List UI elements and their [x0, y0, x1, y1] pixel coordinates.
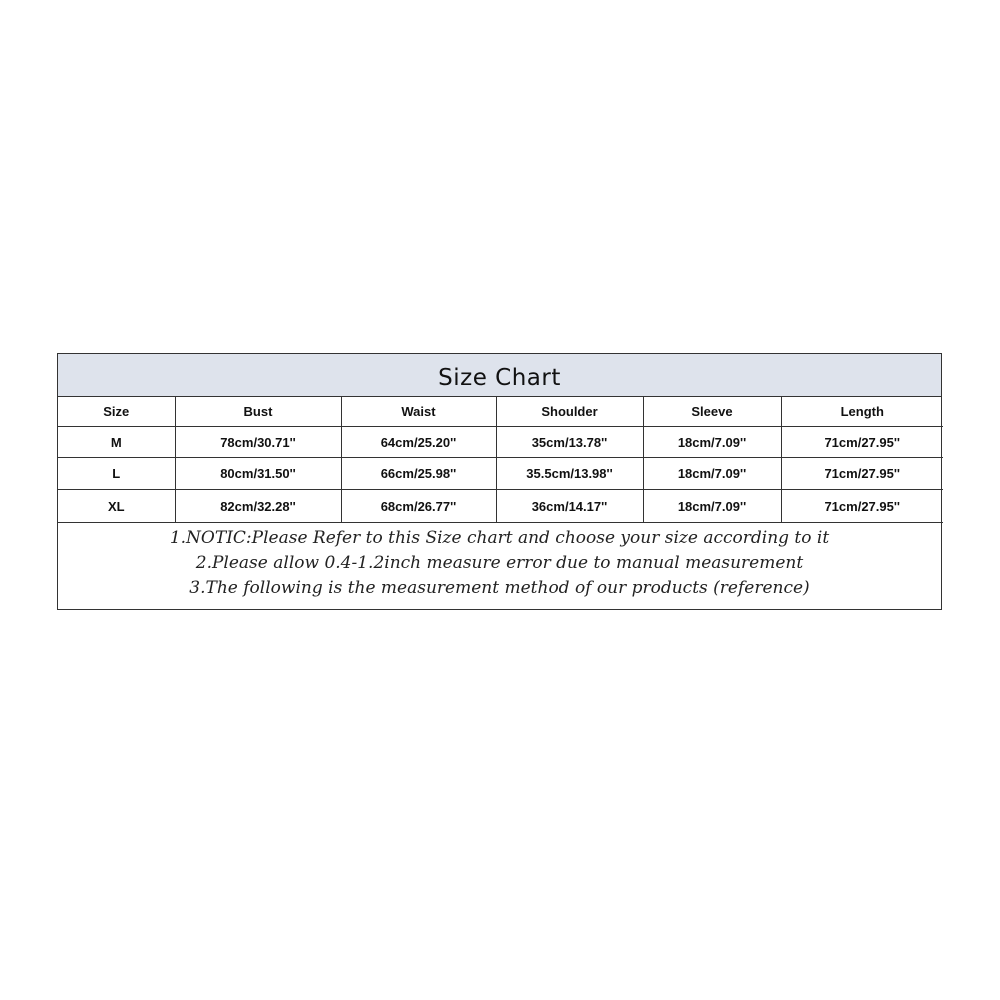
chart-title: Size Chart — [58, 354, 941, 397]
cell-length: 71cm/27.95'' — [781, 490, 943, 523]
cell-bust: 78cm/30.71'' — [175, 427, 341, 458]
cell-shoulder: 35.5cm/13.98'' — [496, 458, 643, 490]
table-row — [58, 490, 943, 523]
note-line: 3.The following is the measurement method of our products (reference) — [189, 578, 810, 598]
cell-bust: 82cm/32.28'' — [175, 490, 341, 523]
size-chart — [57, 353, 942, 610]
cell-sleeve: 18cm/7.09'' — [643, 458, 781, 490]
cell-length: 71cm/27.95'' — [781, 458, 943, 490]
table-row — [58, 427, 943, 458]
cell-size: XL — [58, 490, 175, 523]
table-header-row — [58, 397, 943, 427]
cell-bust: 80cm/31.50'' — [175, 458, 341, 490]
column-header-shoulder: Shoulder — [496, 397, 643, 427]
cell-waist: 66cm/25.98'' — [341, 458, 496, 490]
note-line: 2.Please allow 0.4-1.2inch measure error due to manual measurement — [195, 553, 804, 573]
column-header-waist: Waist — [341, 397, 496, 427]
cell-shoulder: 36cm/14.17'' — [496, 490, 643, 523]
cell-size: M — [58, 427, 175, 458]
column-header-bust: Bust — [175, 397, 341, 427]
size-table — [58, 397, 943, 523]
cell-sleeve: 18cm/7.09'' — [643, 427, 781, 458]
note-line: 1.NOTIC:Please Refer to this Size chart and choose your size according to it — [169, 528, 830, 548]
cell-sleeve: 18cm/7.09'' — [643, 490, 781, 523]
table-row — [58, 458, 943, 490]
cell-waist: 68cm/26.77'' — [341, 490, 496, 523]
cell-size: L — [58, 458, 175, 490]
column-header-size: Size — [58, 397, 175, 427]
column-header-sleeve: Sleeve — [643, 397, 781, 427]
cell-length: 71cm/27.95'' — [781, 427, 943, 458]
notes-section — [58, 523, 941, 609]
cell-waist: 64cm/25.20'' — [341, 427, 496, 458]
column-header-length: Length — [781, 397, 943, 427]
cell-shoulder: 35cm/13.78'' — [496, 427, 643, 458]
